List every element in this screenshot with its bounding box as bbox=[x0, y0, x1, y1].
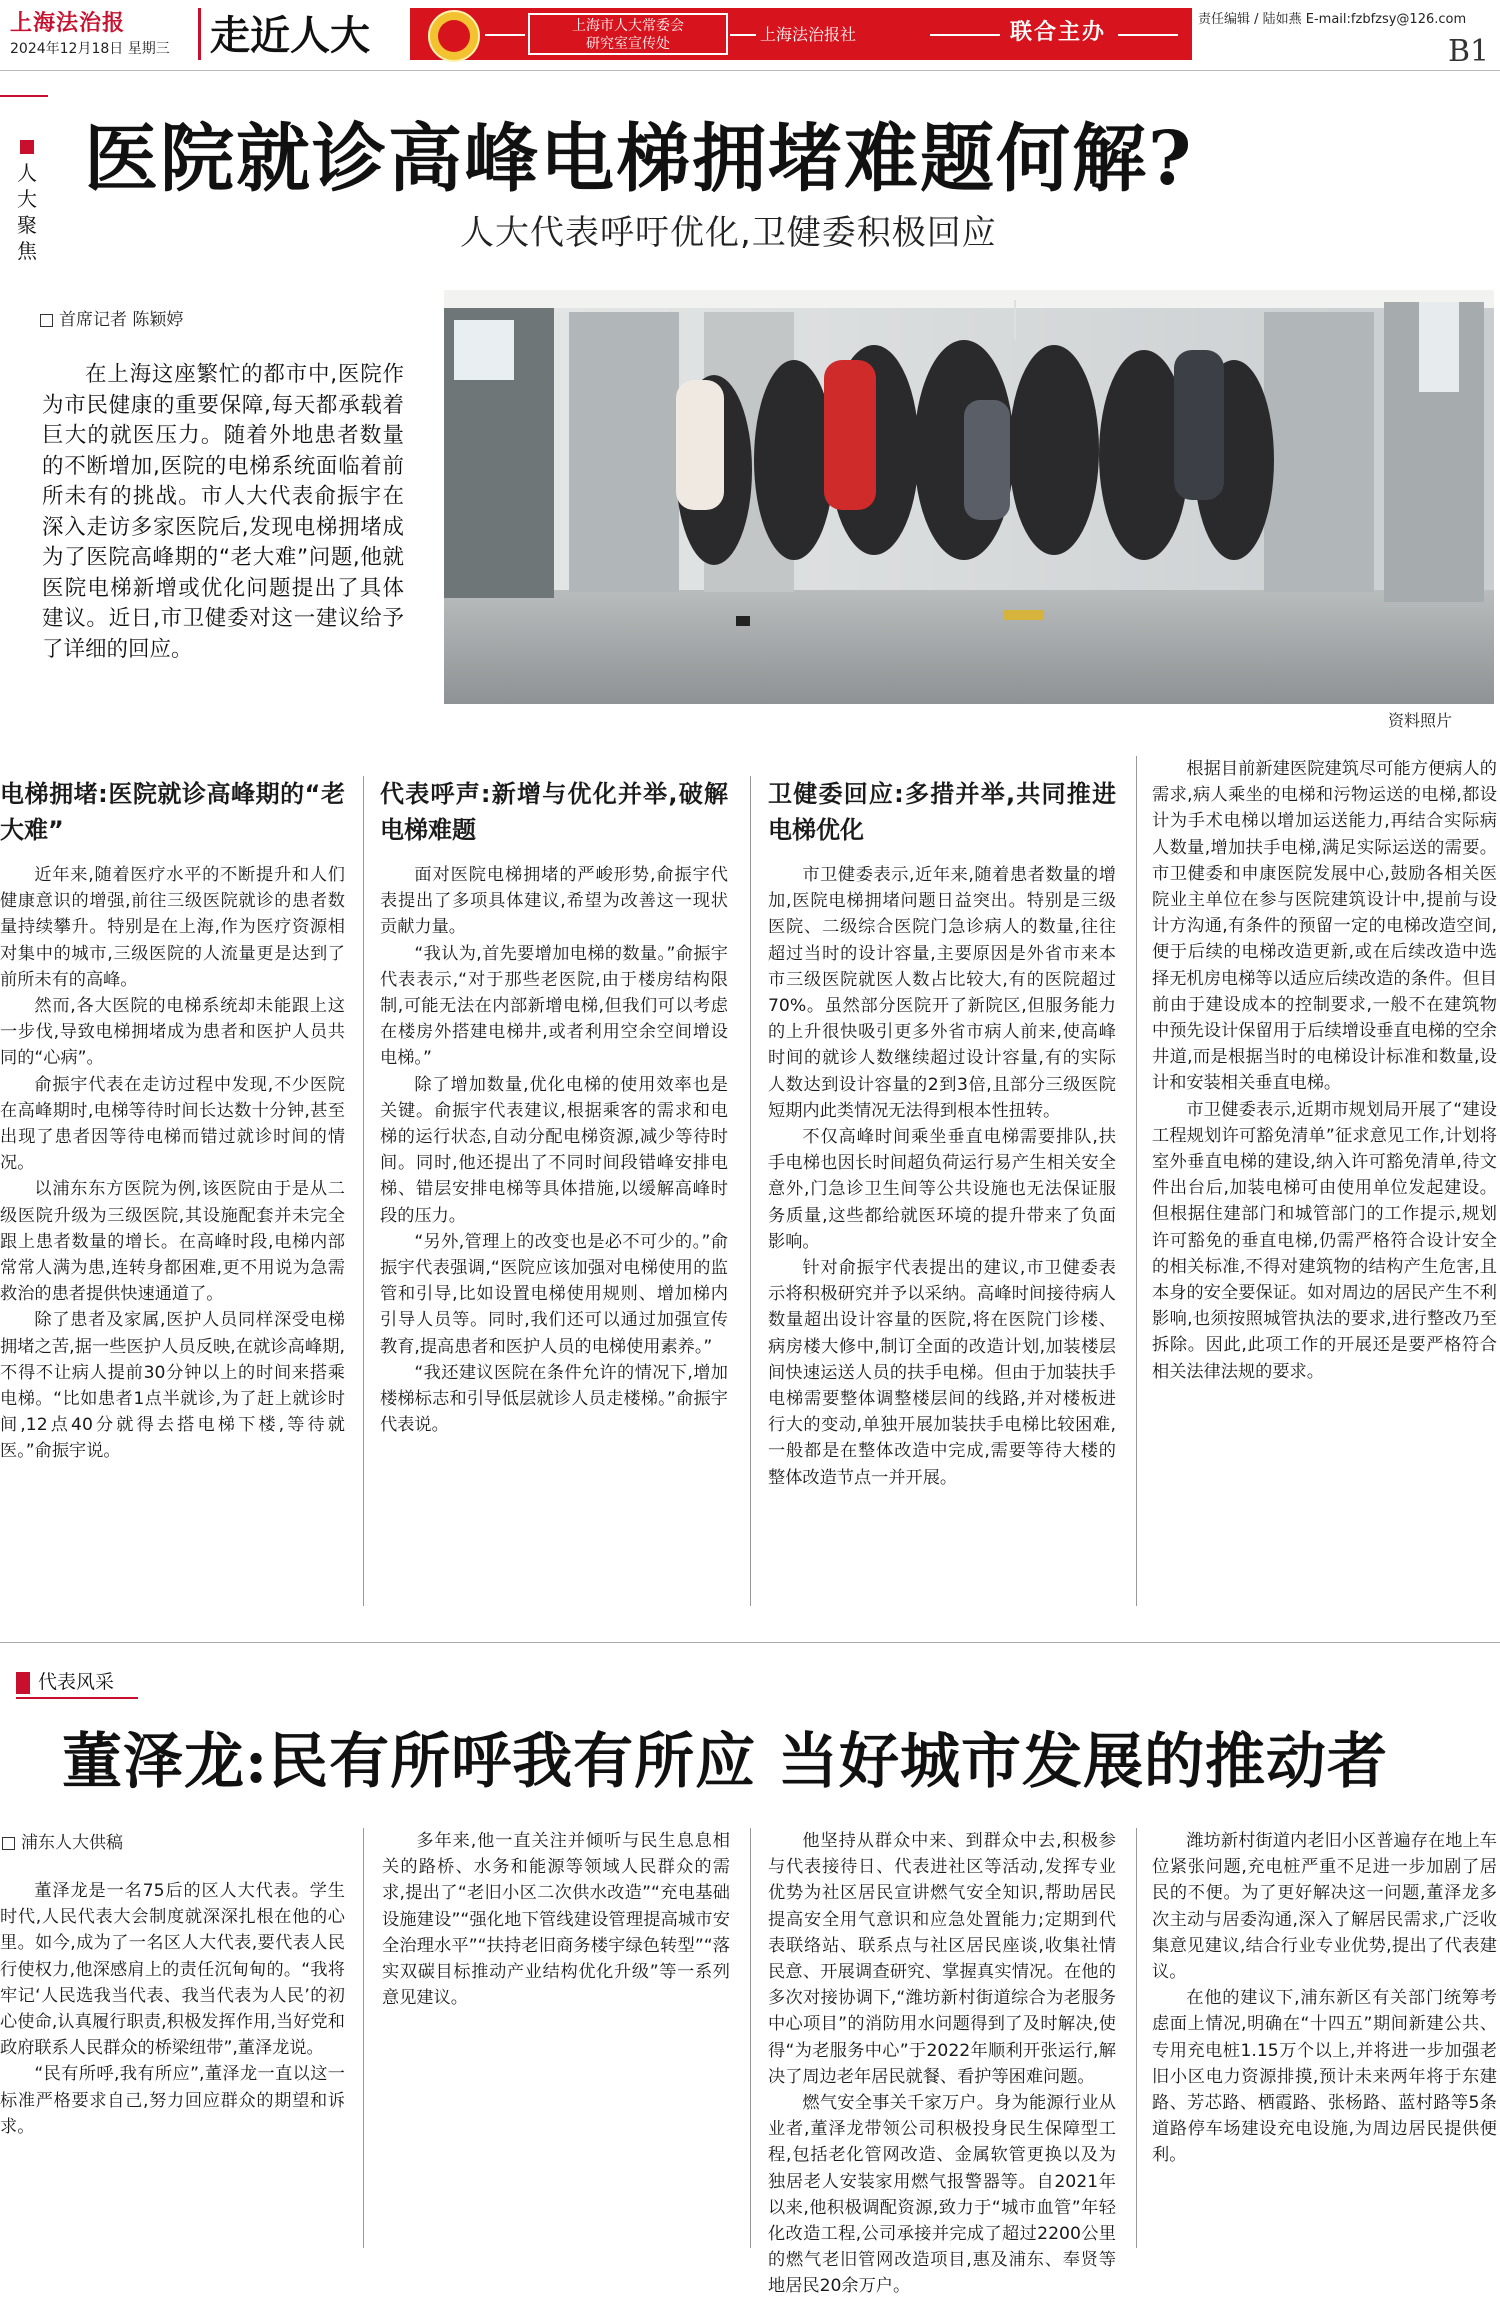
paragraph: 市卫健委表示,近期市规划局开展了“建设工程规划许可豁免清单”征求意见工作,计划将室外垂直电梯的建设,纳入许可豁免清单,待文件出台后,加装电梯可由使用单位发起建设。但根据住建部门和城管部门的工作提示,规划许可豁免的垂直电梯,仍需严格符合设计安全的相关标准,不得对建筑物的结构产生危害,且本身的安全要保证。如对周边的居民产生不利影响,也须按照城管执法的要求,进行整改乃至拆除。因此,此项工作的开展还是要严格符合相关法律法规的要求。 bbox=[1152, 1099, 1497, 1382]
article2-column-2 bbox=[382, 1828, 730, 2011]
co-host-label: 联合主办 bbox=[1010, 20, 1107, 45]
paragraph: 然而,各大医院的电梯系统却未能跟上这一步伐,导致电梯拥堵成为患者和医护人员共同的“心病”。 bbox=[0, 996, 345, 1069]
paragraph: “另外,管理上的改变也是必不可少的。”俞振宇代表强调,“医院应该加强对电梯使用的监管和引导,比如设置电梯使用规则、增加梯内引导人员等。同时,我们还可以通过加强宣传教育,提高患者和医护人员的电梯使用素养。” bbox=[380, 1231, 728, 1357]
byline-box-icon bbox=[40, 314, 53, 327]
banner-rule bbox=[730, 34, 756, 36]
paragraph: 面对医院电梯拥堵的严峻形势,俞振宇代表提出了多项具体建议,希望为改善这一现状贡献力量。 bbox=[380, 865, 728, 938]
article2-column-1 bbox=[0, 1878, 345, 2140]
national-emblem-icon bbox=[428, 10, 480, 62]
header-divider bbox=[198, 8, 201, 60]
header-rule bbox=[0, 70, 1500, 71]
byline-2-text: 浦东人大供稿 bbox=[21, 1833, 123, 1853]
paragraph: 除了患者及家属,医护人员同样深受电梯拥堵之苦,据一些医护人员反映,在就诊高峰期,不得不让病人提前30分钟以上的时间来搭乘电梯。“比如患者1点半就诊,为了赶上就诊时间,12点40分就得去搭电梯下楼,等待就医。”俞振宇说。 bbox=[0, 1310, 345, 1462]
paragraph: 在他的建议下,浦东新区有关部门统筹考虑面上情况,明确在“十四五”期间新建公共、专用充电桩1.15万个以上,并将进一步加强老旧小区电力资源排摸,预计未来两年将于东建路、芳芯路、栖霞路、张杨路、蓝村路等5条道路停车场建设充电设施,为周边居民提供便利。 bbox=[1152, 1988, 1497, 2166]
paragraph: 不仅高峰时间乘坐垂直电梯需要排队,扶手电梯也因长时间超负荷运行易产生相关安全意外,门急诊卫生间等公共设施也无法保证服务质量,这些都给就医环境的提升带来了负面影响。 bbox=[768, 1127, 1116, 1252]
article-photo bbox=[444, 290, 1494, 704]
red-square-icon bbox=[20, 140, 34, 154]
byline-text: 首席记者 陈颖婷 bbox=[59, 310, 184, 330]
issue-date: 2024年12月18日 星期三 bbox=[10, 41, 170, 57]
paragraph: 董泽龙是一名75后的区人大代表。学生时代,人民代表大会制度就深深扎根在他的心里。如今,成为了一名区人大代表,要代表人民行使权力,他深感肩上的责任沉甸甸的。“我将牢记‘人民选我当代表、我当代表为人民’的初心使命,认真履行职责,积极发挥作用,当好党和政府联系人民群众的桥梁纽带”,董泽龙说。 bbox=[0, 1881, 345, 2059]
article-column-1 bbox=[0, 776, 345, 1465]
banner-rule bbox=[485, 34, 525, 36]
column-tag bbox=[14, 140, 40, 264]
column-tag-rule bbox=[0, 95, 48, 97]
article2-column-4 bbox=[1152, 1828, 1497, 2169]
column-divider bbox=[750, 776, 751, 1606]
paragraph: “我认为,首先要增加电梯的数量。”俞振宇代表表示,“对于那些老医院,由于楼房结构限制,可能无法在内部新增电梯,但我们可以考虑在楼房外搭建电梯井,或者利用空余空间增设电梯。” bbox=[380, 943, 728, 1069]
sponsor-org-2: 上海法治报社 bbox=[760, 25, 857, 44]
paragraph: “民有所呼,我有所应”,董泽龙一直以这一标准严格要求自己,努力回应群众的期望和诉求。 bbox=[0, 2064, 345, 2137]
byline-box-icon bbox=[2, 1837, 15, 1850]
article2-column-3 bbox=[768, 1828, 1116, 2300]
photo-caption: 资料照片 bbox=[1388, 711, 1453, 730]
red-square-icon bbox=[16, 1672, 30, 1694]
paragraph: “我还建议医院在条件允许的情况下,增加楼梯标志和引导低层就诊人员走楼梯。”俞振宇代表说。 bbox=[380, 1362, 728, 1436]
hospital-elevator-crowd-photo bbox=[444, 290, 1494, 704]
section-title: 走近人大 bbox=[210, 13, 370, 59]
intro-paragraph: 在上海这座繁忙的都市中,医院作为市民健康的重要保障,每天都承载着巨大的就医压力。随着外地患者数量的不断增加,医院的电梯系统面临着前所未有的挑战。市人大代表俞振宇在深入走访多家医院后,发现电梯拥堵成为了医院高峰期的“老大难”问题,他就医院电梯新增或优化问题提出了具体建议。近日,市卫健委对这一建议给予了详细的回应。 bbox=[42, 362, 404, 662]
paragraph: 市卫健委表示,近年来,随着患者数量的增加,医院电梯拥堵问题日益突出。特别是三级医院、二级综合医院门急诊病人的数量,往往超过当时的设计容量,主要原因是外省市来本市三级医院就医人数占比较大,有的医院超过70%。虽然部分医院开了新院区,但服务能力的上升很快吸引更多外省市病人前来,使高峰时间的就诊人数继续超过设计容量,有的实际人数达到设计容量的2到3倍,且部分三级医院短期内此类情况无法得到根本性扭转。 bbox=[768, 865, 1116, 1121]
paragraph: 近年来,随着医疗水平的不断提升和人们健康意识的增强,前往三级医院就诊的患者数量持续攀升。特别是在上海,作为医疗资源相对集中的城市,三级医院的人流量更是达到了前所未有的高峰。 bbox=[0, 865, 345, 990]
article-column-3 bbox=[768, 776, 1116, 1491]
column-tag-label: 人大聚焦 bbox=[17, 161, 37, 263]
paragraph: 根据目前新建医院建筑尽可能方便病人的需求,病人乘坐的电梯和污物运送的电梯,都设计为手术电梯以增加运送能力,再结合实际病人数量,增加扶手电梯,满足实际运送的需要。市卫健委和申康医院发展中心,鼓励各相关医院业主单位在参与医院建筑设计中,提前与设计方沟通,有条件的预留一定的电梯改造空间,便于后续的电梯改造更新,或在后续改造中选择无机房电梯等以适应后续改造的条件。但目前由于建设成本的控制要求,一般不在建筑物中预先设计保留用于后续增设垂直电梯的空余井道,而是根据当时的电梯设计标准和数量,设计和安装相关垂直电梯。 bbox=[1152, 759, 1497, 1094]
column-divider bbox=[363, 776, 364, 1606]
byline bbox=[40, 305, 183, 330]
section-heading-2: 代表呼声:新增与优化并举,破解电梯难题 bbox=[380, 780, 728, 844]
sponsor-org-1 bbox=[528, 13, 728, 55]
sponsor-org-1-line1: 上海市人大常委会 bbox=[572, 18, 684, 34]
section-heading-3: 卫健委回应:多措并举,共同推进电梯优化 bbox=[768, 780, 1116, 844]
article-column-4 bbox=[1152, 756, 1497, 1385]
column-tag-2-rule bbox=[16, 1697, 138, 1699]
paragraph: 多年来,他一直关注并倾听与民生息息相关的路桥、水务和能源等领域人民群众的需求,提出了“老旧小区二次供水改造”“充电基础设施建设”“强化地下管线建设管理提高城市安全治理水平”“扶持老旧商务楼宇绿色转型”“落实双碳目标推动产业结构优化升级”等一系列意见建议。 bbox=[382, 1831, 730, 2009]
paragraph: 他坚持从群众中来、到群众中去,积极参与代表接待日、代表进社区等活动,发挥专业优势为社区居民宣讲燃气安全知识,帮助居民提高安全用气意识和应急处置能力;定期到代表联络站、联系点与社区居民座谈,收集社情民意、开展调查研究、掌握真实情况。在他的多次对接协调下,“潍坊新村街道综合为老服务中心项目”的消防用水问题得到了及时解决,使得“为老服务中心”于2022年顺利开张运行,解决了周边老年居民就餐、看护等困难问题。 bbox=[768, 1831, 1116, 2087]
column-divider bbox=[750, 1828, 751, 2248]
article-column-2 bbox=[380, 776, 728, 1438]
column-tag-2 bbox=[16, 1667, 114, 1694]
column-tag-2-label: 代表风采 bbox=[38, 1671, 115, 1693]
sponsor-org-1-line2: 研究室宣传处 bbox=[586, 36, 670, 52]
headline: 医院就诊高峰电梯拥堵难题何解? bbox=[84, 116, 1194, 202]
subheadline: 人大代表呼吁优化,卫健委积极回应 bbox=[460, 213, 997, 253]
page-header bbox=[0, 0, 1500, 70]
paragraph: 以浦东东方医院为例,该医院由于是从二级医院升级为三级医院,其设施配套并未完全跟上患者数量的增长。在高峰时段,电梯内部常常人满为患,连转身都困难,更不用说为急需救治的患者提供快速通道了。 bbox=[0, 1179, 345, 1305]
paragraph: 除了增加数量,优化电梯的使用效率也是关键。俞振宇代表建议,根据乘客的需求和电梯的运行状态,自动分配电梯资源,减少等待时间。同时,他还提出了不同时间段错峰安排电梯、错层安排电梯等具体措施,以缓解高峰时段的压力。 bbox=[380, 1074, 728, 1226]
paragraph: 燃气安全事关千家万户。身为能源行业从业者,董泽龙带领公司积极投身民生保障型工程,包括老化管网改造、金属软管更换以及为独居老人安装家用燃气报警器等。自2021年以来,他积极调配资源,致力于“城市血管”年轻化改造工程,公司承接并完成了超过2200公里的燃气老旧管网改造项目,惠及浦东、奉贤等地居民20余万户。 bbox=[768, 2093, 1116, 2297]
banner-rule bbox=[930, 34, 1000, 36]
section-rule bbox=[0, 1642, 1500, 1643]
column-divider bbox=[1136, 1828, 1137, 2248]
paragraph: 俞振宇代表在走访过程中发现,不少医院在高峰期时,电梯等待时间长达数十分钟,甚至出现了患者因等待电梯而错过就诊时间的情况。 bbox=[0, 1074, 345, 1174]
paragraph: 针对俞振宇代表提出的建议,市卫健委表示将积极研究并予以采纳。高峰时间接待病人数量超出设计容量的医院,将在医院门诊楼、病房楼大修中,制订全面的改造计划,加装楼层间快速运送人员的扶手电梯。但由于加装扶手电梯需要整体调整楼层间的线路,并对楼板进行大的变动,单独开展加装扶手电梯比较困难,一般都是在整体改造中完成,需要等待大楼的整体改造节点一并开展。 bbox=[768, 1258, 1116, 1488]
section-heading-1: 电梯拥堵:医院就诊高峰期的“老大难” bbox=[0, 780, 345, 844]
newspaper-logo: 上海法治报 bbox=[10, 10, 126, 36]
column-divider bbox=[363, 1828, 364, 2248]
editor-credit: 责任编辑 / 陆如燕 E-mail:fzbfzsy@126.com bbox=[1198, 12, 1467, 27]
paragraph: 潍坊新村街道内老旧小区普遍存在地上车位紧张问题,充电桩严重不足进一步加剧了居民的不便。为了更好解决这一问题,董泽龙多次主动与居委沟通,深入了解居民需求,广泛收集意见建议,结合行业专业优势,提出了代表建议。 bbox=[1152, 1831, 1497, 1983]
banner-rule bbox=[1118, 34, 1178, 36]
headline-2: 董泽龙:民有所呼我有所应 当好城市发展的推动者 bbox=[62, 1727, 1389, 1797]
byline-2 bbox=[2, 1828, 123, 1853]
page-number: B1 bbox=[1448, 34, 1490, 69]
column-divider bbox=[1136, 756, 1137, 1606]
